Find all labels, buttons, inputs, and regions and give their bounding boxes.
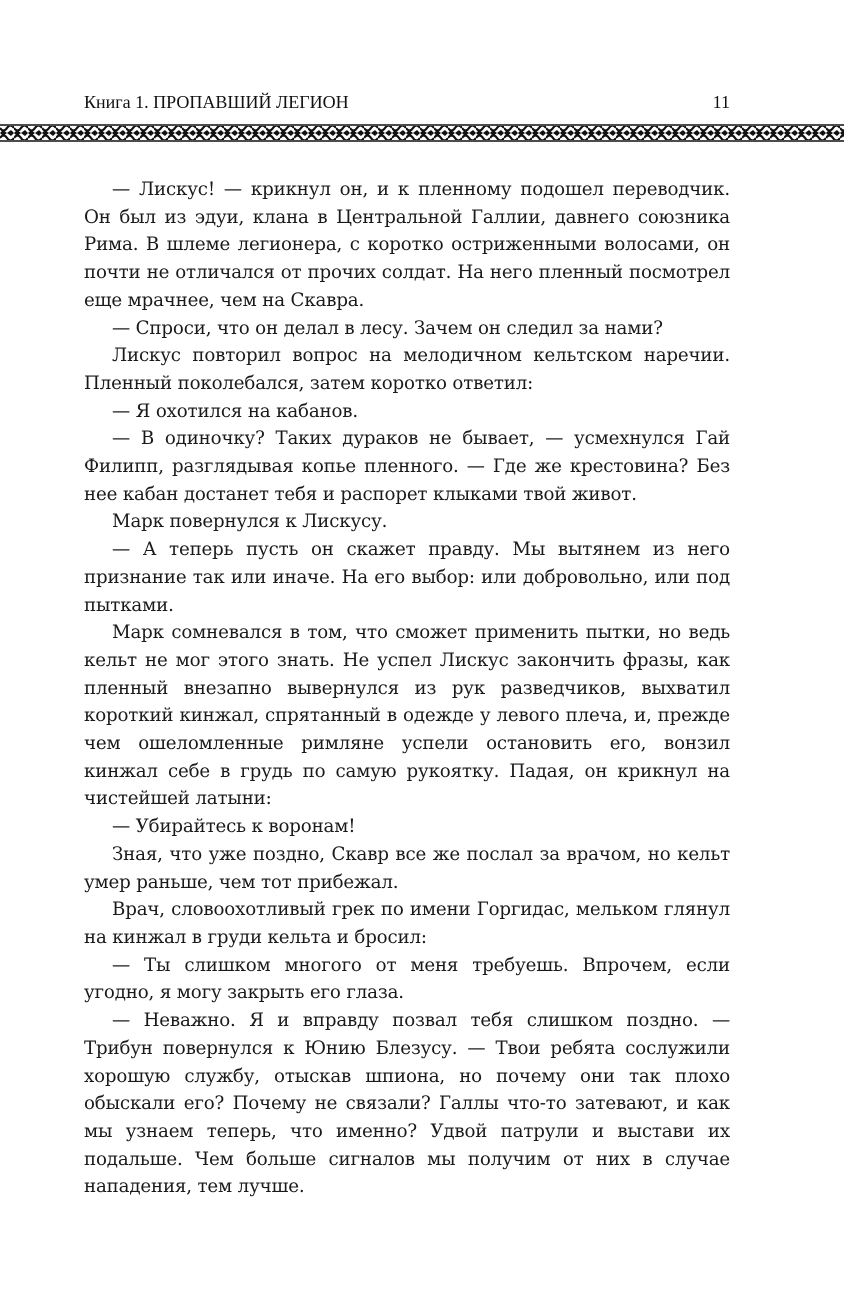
main-text <box>84 176 730 1201</box>
paragraph: — Спроси, что он делал в лесу. Зачем он следил за нами? <box>112 317 663 339</box>
book-title: Книга 1. ПРОПАВШИЙ ЛЕГИОН <box>84 92 349 112</box>
paragraph: Марк повернулся к Лискусу. <box>112 511 388 533</box>
paragraph: — Ты слишком многого от меня требуешь. Впрочем, если угодно, я могу закрыть его глаза. <box>84 954 730 1004</box>
paragraph: Марк сомневался в том, что сможет применить пытки, но ведь кельт не мог этого знать. Не успел Лискус закончить фразы, как пленный внезапно вывернулся из рук разведчиков, выхватил короткий кинжал, спрятанный в одежде у левого плеча, и, прежде чем ошеломленные римляне успели остановить его, вонзил кинжал себе в грудь по самую рукоятку. Падая, он крикнул на чистейшей латыни: <box>84 622 730 810</box>
paragraph: — Я охотился на кабанов. <box>112 400 359 422</box>
running-header <box>84 92 730 120</box>
paragraph: Лискус повторил вопрос на мелодичном кельтском наречии. Пленный поколебался, затем коротко ответил: <box>84 345 730 394</box>
ornamental-border <box>0 124 844 142</box>
paragraph: — Лискус! — крикнул он, и к пленному подошел переводчик. Он был из эдуи, клана в Центральной Галлии, давнего союзника Рима. В шлеме легионера, с коротко остриженными волосами, он почти не отличался от прочих солдат. На него пленный посмотрел еще мрачнее, чем на Скавра. <box>84 179 730 311</box>
paragraph: — Неважно. Я и вправду позвал тебя слишком поздно. — Трибун повернулся к Юнию Блезусу. — Твои ребята сослужили хорошую службу, отыскав шпиона, но почему они так плохо обыскали его? Почему не связали? Галлы что-то затевают, и как мы узнаем теперь, что именно? Удвой патрули и выстави их подальше. Чем больше сигналов мы получим от них в случае нападения, тем лучше. <box>84 1010 730 1198</box>
paragraph: Врач, словоохотливый грек по имени Горгидас, мельком глянул на кинжал в груди кельта и бросил: <box>84 899 730 948</box>
paragraph: — Убирайтесь к воронам! <box>112 816 356 838</box>
paragraph: — В одиночку? Таких дураков не бывает, — усмехнулся Гай Филипп, разглядывая копье пленного. — Где же крестовина? Без нее кабан достанет тебя и распорет клыками твой живот. <box>84 428 730 505</box>
page-number: 11 <box>712 92 730 112</box>
paragraph: Зная, что уже поздно, Скавр все же послал за врачом, но кельт умер раньше, чем тот прибежал. <box>84 843 730 893</box>
paragraph: — А теперь пусть он скажет правду. Мы вытянем из него признание так или иначе. На его выбор: или добровольно, или под пытками. <box>84 539 730 616</box>
